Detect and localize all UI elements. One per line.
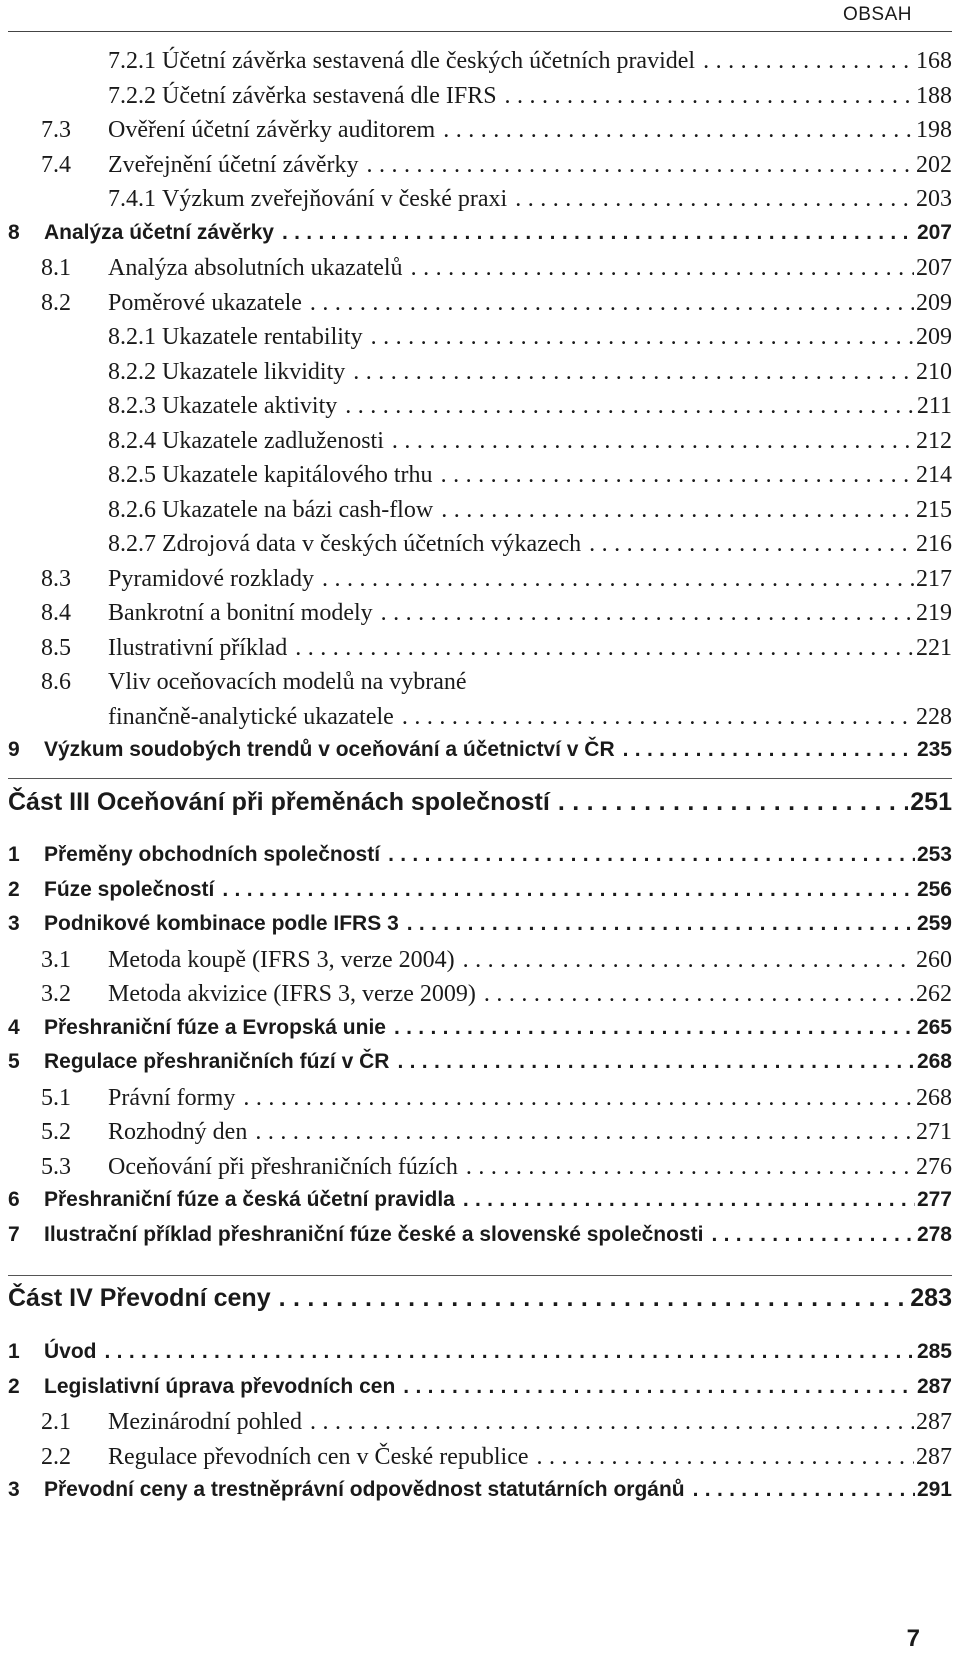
toc-entry xyxy=(8,1340,952,1375)
leader-dots xyxy=(443,117,914,144)
entry-title: Ukazatele likvidity xyxy=(162,358,346,385)
toc-part-heading xyxy=(8,788,952,830)
part-title: Část III Oceňování při přeměnách společností xyxy=(8,788,550,816)
entry-number: 7.4.1 xyxy=(108,186,156,212)
entry-title: Účetní závěrka sestavená dle českých účetních pravidel xyxy=(162,48,696,74)
leader-dots xyxy=(463,1188,915,1212)
toc-entry xyxy=(8,497,952,532)
entry-title: Právní formy xyxy=(108,1084,236,1111)
leader-dots xyxy=(392,428,914,455)
entry-number: 8.1 xyxy=(41,255,71,281)
toc-entry xyxy=(8,600,952,635)
toc-entry xyxy=(8,428,952,463)
page-number: 188 xyxy=(916,82,952,109)
entry-title: Bankrotní a bonitní modely xyxy=(108,600,373,626)
entry-title: Ilustrační příklad přeshraniční fúze české a slovenské společnosti xyxy=(44,1222,704,1246)
entry-number: 3 xyxy=(8,912,20,935)
entry-number: 3.2 xyxy=(41,981,71,1007)
entry-title: Legislativní úprava převodních cen xyxy=(44,1374,396,1398)
entry-title: Úvod xyxy=(44,1340,97,1363)
entry-title: Metoda akvizice (IFRS 3, verze 2009) xyxy=(108,981,476,1007)
entry-title: Ukazatele aktivity xyxy=(162,393,338,419)
entry-number: 7 xyxy=(8,1222,20,1246)
page-number: 216 xyxy=(916,531,952,557)
entry-number: 8.2 xyxy=(41,289,71,316)
page-number: 235 xyxy=(916,738,952,761)
page-number: 278 xyxy=(916,1222,952,1246)
leader-dots xyxy=(484,981,914,1008)
page-number: 283 xyxy=(910,1284,952,1312)
leader-dots xyxy=(411,255,914,282)
leader-dots xyxy=(381,600,914,627)
page-number: 212 xyxy=(916,427,952,454)
toc-entry xyxy=(8,117,952,152)
entry-title: Poměrové ukazatele xyxy=(108,289,302,316)
leader-dots xyxy=(345,393,915,420)
entry-title: Přeměny obchodních společností xyxy=(44,843,381,866)
leader-dots xyxy=(322,566,914,593)
leader-dots xyxy=(623,738,915,762)
entry-title-line2: finančně-analytické ukazatele xyxy=(108,703,394,730)
toc-entry xyxy=(8,393,952,428)
leader-dots xyxy=(589,531,914,558)
page-number: 209 xyxy=(916,324,952,350)
part-title: Část IV Převodní ceny xyxy=(8,1284,271,1312)
page-number: 202 xyxy=(916,151,952,178)
toc-entry xyxy=(8,1478,952,1513)
page-number: 265 xyxy=(916,1015,952,1039)
entry-text xyxy=(108,48,695,75)
page-number: 285 xyxy=(916,1340,952,1363)
entry-title: Analýza absolutních ukazatelů xyxy=(108,255,403,281)
page-number: 287 xyxy=(916,1374,952,1398)
toc-entry xyxy=(8,324,952,359)
leader-dots xyxy=(463,947,914,974)
toc-entry xyxy=(8,635,952,670)
entry-title: Zdrojová data v českých účetních výkazech xyxy=(162,531,582,557)
entry-title: Vliv oceňovacích modelů na vybrané xyxy=(108,669,467,695)
leader-dots xyxy=(394,1016,915,1040)
entry-number: 8.2.5 xyxy=(108,462,156,488)
page-number: 207 xyxy=(916,255,952,281)
page-number: 228 xyxy=(916,703,952,730)
toc-entry xyxy=(8,462,952,497)
toc-entry xyxy=(8,1375,952,1410)
entry-number: 8.2.6 xyxy=(108,496,156,523)
entry-number: 1 xyxy=(8,1340,20,1363)
leader-dots xyxy=(397,1050,915,1074)
page-number: 259 xyxy=(916,912,952,935)
entry-number: 8.4 xyxy=(41,600,71,626)
page-number: 287 xyxy=(916,1443,952,1470)
toc-entry xyxy=(8,152,952,187)
leader-dots xyxy=(693,1478,915,1502)
entry-number: 7.2.1 xyxy=(108,48,156,74)
entry-number: 8.2.2 xyxy=(108,358,156,385)
entry-number: 8.3 xyxy=(41,565,71,592)
page-number: 276 xyxy=(916,1153,952,1180)
leader-dots xyxy=(558,788,908,817)
entry-title: Podnikové kombinace podle IFRS 3 xyxy=(44,912,399,935)
entry-number: 5.1 xyxy=(41,1084,71,1111)
entry-title: Ukazatele rentability xyxy=(162,324,363,350)
entry-number: 2.1 xyxy=(41,1409,71,1435)
entry-title: Pyramidové rozklady xyxy=(108,565,314,592)
leader-dots xyxy=(295,635,914,662)
entry-title: Oceňování při přeshraničních fúzích xyxy=(108,1153,458,1180)
leader-dots xyxy=(441,462,914,489)
entry-number: 8 xyxy=(8,220,20,244)
leader-dots xyxy=(388,843,915,867)
toc-entry xyxy=(8,83,952,118)
section-divider xyxy=(8,1275,952,1276)
leader-dots xyxy=(310,290,914,317)
toc-entry xyxy=(8,1085,952,1120)
entry-number: 3.1 xyxy=(41,946,71,973)
page-number: 207 xyxy=(916,220,952,244)
entry-text xyxy=(108,531,581,558)
toc-entry xyxy=(8,359,952,394)
entry-title: Převodní ceny a trestněprávní odpovědnost statutárních orgánů xyxy=(44,1478,685,1501)
entry-title: Výzkum soudobých trendů v oceňování a účetnictví v ČR xyxy=(44,738,615,761)
entry-number: 2 xyxy=(8,1374,20,1398)
page-number: 168 xyxy=(916,48,952,74)
entry-text xyxy=(108,428,384,455)
page-number: 209 xyxy=(916,289,952,316)
page-number: 210 xyxy=(916,358,952,385)
leader-dots xyxy=(537,1444,915,1471)
toc-entry xyxy=(8,255,952,290)
toc-entry xyxy=(8,48,952,83)
toc-section-part4 xyxy=(8,1340,952,1513)
toc-entry xyxy=(8,531,952,566)
entry-number: 5 xyxy=(8,1050,20,1073)
entry-title: Mezinárodní pohled xyxy=(108,1409,302,1435)
page-number: 203 xyxy=(916,186,952,212)
leader-dots xyxy=(279,1284,909,1313)
entry-number: 6 xyxy=(8,1188,20,1211)
entry-title: Regulace přeshraničních fúzí v ČR xyxy=(44,1050,390,1073)
entry-text xyxy=(108,497,433,524)
entry-text xyxy=(108,186,507,213)
toc-part-heading xyxy=(8,1284,952,1326)
page-number: 271 xyxy=(916,1119,952,1145)
toc-entry xyxy=(8,290,952,325)
page-number: 277 xyxy=(916,1188,952,1211)
entry-number: 5.3 xyxy=(41,1153,71,1180)
entry-title: Ověření účetní závěrky auditorem xyxy=(108,117,436,143)
entry-number: 7.2.2 xyxy=(108,82,156,109)
entry-title: Rozhodný den xyxy=(108,1119,248,1145)
page-number: 256 xyxy=(916,877,952,901)
entry-title: Metoda koupě (IFRS 3, verze 2004) xyxy=(108,946,455,973)
leader-dots xyxy=(703,48,914,75)
page-number: 268 xyxy=(916,1084,952,1111)
toc-entry xyxy=(8,186,952,221)
entry-title: Analýza účetní závěrky xyxy=(44,220,274,244)
leader-dots xyxy=(255,1119,914,1146)
toc-entry xyxy=(8,878,952,913)
running-header: OBSAH xyxy=(842,4,912,25)
page-number: 291 xyxy=(916,1478,952,1501)
leader-dots xyxy=(243,1085,914,1112)
page-number: 262 xyxy=(916,981,952,1007)
leader-dots xyxy=(403,1375,915,1399)
entry-title: Účetní závěrka sestavená dle IFRS xyxy=(162,82,497,109)
entry-number: 8.2.1 xyxy=(108,324,156,350)
entry-number: 9 xyxy=(8,738,20,761)
toc-entry xyxy=(8,1050,952,1085)
entry-text xyxy=(108,393,337,420)
entry-number: 3 xyxy=(8,1478,20,1501)
header-rule xyxy=(8,31,952,32)
entry-number: 8.5 xyxy=(41,634,71,661)
toc-entry xyxy=(8,1223,952,1258)
page-number: 268 xyxy=(916,1050,952,1073)
entry-title: Regulace převodních cen v České republice xyxy=(108,1443,529,1470)
toc-section-part2 xyxy=(8,48,952,773)
entry-number: 7.3 xyxy=(41,117,71,143)
folio-page-number: 7 xyxy=(906,1625,920,1652)
toc-entry xyxy=(8,1188,952,1223)
entry-title: Ukazatele zadluženosti xyxy=(162,427,384,454)
leader-dots xyxy=(711,1223,915,1247)
page-number: 217 xyxy=(916,565,952,592)
entry-number: 2.2 xyxy=(41,1443,71,1470)
toc-entry xyxy=(8,1409,952,1444)
leader-dots xyxy=(407,912,915,936)
entry-number: 8.2.7 xyxy=(108,531,156,557)
page-number: 221 xyxy=(916,634,952,661)
entry-title: Výzkum zveřejňování v české praxi xyxy=(162,186,508,212)
entry-number: 8.2.3 xyxy=(108,393,156,419)
leader-dots xyxy=(105,1340,915,1364)
leader-dots xyxy=(371,324,914,351)
leader-dots xyxy=(282,221,915,245)
entry-title: Přeshraniční fúze a Evropská unie xyxy=(44,1015,386,1039)
entry-text xyxy=(108,359,345,386)
entry-number: 4 xyxy=(8,1015,20,1039)
entry-text xyxy=(108,83,497,110)
entry-text xyxy=(108,462,433,489)
entry-title: Přeshraniční fúze a česká účetní pravidla xyxy=(44,1188,455,1211)
toc-entry xyxy=(8,1016,952,1051)
entry-title: Ukazatele na bázi cash-flow xyxy=(162,496,434,523)
leader-dots xyxy=(367,152,914,179)
page-number: 260 xyxy=(916,946,952,973)
entry-number: 8.6 xyxy=(41,669,71,695)
entry-number: 1 xyxy=(8,843,20,866)
entry-title: Ukazatele kapitálového trhu xyxy=(162,462,433,488)
leader-dots xyxy=(505,83,914,110)
entry-text xyxy=(108,324,363,351)
entry-title: Fúze společností xyxy=(44,877,215,901)
leader-dots xyxy=(222,878,915,902)
toc-entry xyxy=(8,221,952,256)
page-number: 251 xyxy=(910,788,952,816)
page-number: 198 xyxy=(916,117,952,143)
toc-entry xyxy=(8,1154,952,1189)
entry-title: Zveřejnění účetní závěrky xyxy=(108,151,359,178)
page-number: 215 xyxy=(916,496,952,523)
toc-entry xyxy=(8,566,952,601)
entry-number: 8.2.4 xyxy=(108,427,156,454)
page-number: 219 xyxy=(916,600,952,626)
page-number: 253 xyxy=(916,843,952,866)
toc-entry xyxy=(8,1444,952,1479)
leader-dots xyxy=(441,497,914,524)
leader-dots xyxy=(402,704,914,731)
toc-entry-continuation xyxy=(8,704,952,739)
leader-dots xyxy=(310,1409,914,1436)
toc-entry xyxy=(8,669,952,704)
entry-title: Ilustrativní příklad xyxy=(108,634,288,661)
leader-dots xyxy=(515,186,914,213)
toc-entry xyxy=(8,947,952,982)
toc-entry xyxy=(8,738,952,773)
section-divider xyxy=(8,778,952,779)
leader-dots xyxy=(353,359,914,386)
toc-section-part3 xyxy=(8,843,952,1257)
toc-entry xyxy=(8,843,952,878)
toc-entry xyxy=(8,912,952,947)
entry-number: 2 xyxy=(8,877,20,901)
page-number: 287 xyxy=(916,1409,952,1435)
entry-number: 5.2 xyxy=(41,1119,71,1145)
toc-entry xyxy=(8,1119,952,1154)
entry-number: 7.4 xyxy=(41,151,71,178)
toc-entry xyxy=(8,981,952,1016)
page-number: 211 xyxy=(916,393,952,419)
leader-dots xyxy=(466,1154,914,1181)
page-number: 214 xyxy=(916,462,952,488)
